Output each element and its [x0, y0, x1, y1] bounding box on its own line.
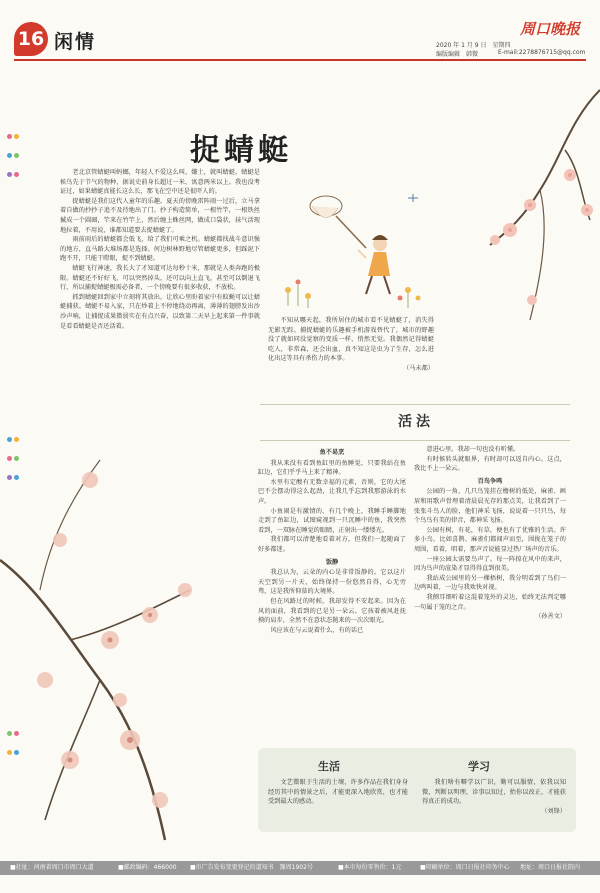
article-column-2 [268, 316, 434, 374]
article-paragraph: 不知从哪天起，我所居住的城市看不见蜻蜓了，消失得无影无踪。捕捉蜻蜓的乐趣被手机游戏替代了，城市的野趣没了就如同没觉察的变质一样，悄然无觉。我偶然记得蜻蜓吃人，非常森，还会出血，真不知这是虫为了生存，怎么进化出这等具有杀伤力的本事。 [268, 317, 434, 363]
huofa-left-column [258, 445, 406, 635]
huofa-title: 活法 [398, 414, 434, 430]
article-title: 捉蜻蜓 [190, 133, 292, 168]
essay-byline: （孙善文） [535, 613, 566, 621]
essay-subtitle: 鱼不易烹 [319, 449, 345, 456]
plum-branch-left-illustration [0, 440, 240, 860]
essay-paragraph: 我总认为，云朵的内心是非常饭静的。它以这片天空到另一片天，始终保持一份悠然自得，心无旁骛，这是我所仰慕的大境界。 [258, 569, 406, 596]
article-paragraph: 捉蜻蜓是我们这代人童年的乐趣。夏天的傍晚雷阵雨一过后，立马拿着自做的抄抄子追不及待地出了门。抄子构造简单，一根竹竿，一根铁丝揻成一个圆圈，竿来在竹竿上，然后缠上蛛丝网，做成口袋状，抹气活现地拉着，不用说，谁都知道要去捉蜻蜓了。 [60, 197, 260, 234]
essay-paragraph: 风应该在与云说着什么，有的话已 [270, 626, 364, 634]
footer-printer: ■印刷单位：周口日报社印务中心 [420, 864, 510, 871]
huofa-header [262, 404, 570, 438]
issue-date: 2020 年 1 月 9 日 星期四 [436, 42, 511, 49]
newspaper-logo: 周口晚报 [519, 20, 580, 38]
essay-paragraph: 我站成公园里的另一棵梧树，我分明看到了鸟们一边鸣叫着，一边与我欢快对视。 [414, 574, 566, 592]
essay-paragraph: 小鱼闹是有激情的，有几个晚上，我睡手睡脚地走到了鱼缸边，试图窥视到一只沉睡中的鱼，我突然看到，一双脉在睡觉的眼睛，正射出一缕缕光。 [258, 507, 406, 534]
footer-postcode: ■邮政编码：466000 [118, 864, 177, 871]
footer-address: ■社址：河南省周口市周口大道 [10, 864, 94, 871]
essay-paragraph: 但在风路过的时候，我却发得不安起来。因为在风的面前，我看到的已是另一朵云。它孩着被风赶抚摸的肩步，全然不在意状态抛来的一次次眼光。 [258, 597, 406, 625]
footer-ad-license: ■市广告发布变更登记的道知书 豫周1902号 [190, 864, 313, 871]
article-paragraph: 雨前雨后的蜻蜓都会低飞，给了我们可乘之机。蜻蜓都找战斗意识强的地方，直马路大堆场都是选择。何边树林野地尽管蜻蜓更多，但踩泥下跑不开，只能干瞪眼，捉不到蜻蜓。 [60, 236, 260, 263]
section-name: 闲情 [54, 31, 97, 53]
page-number-badge: 16 [14, 22, 48, 56]
essay-paragraph: 公园有树，有花，有草，便也有了优雅的生活。许多小鸟，比如喜鹊、麻雀们都闻声而至，围拢在笼子的周围，看着，唱着，那声音说能显过热厂场声的音乐。 [414, 526, 566, 553]
quote-text-study [422, 778, 566, 816]
editors-line: 编版编辑 韩微 [436, 51, 479, 58]
essay-subtitle: 百鸟争鸣 [477, 477, 503, 485]
essay-paragraph: 有时候转头就眼界，有时却可以返自内心。这点，我比不上一朵云。 [414, 455, 566, 473]
quotes-box [258, 748, 576, 832]
essay-paragraph: 我从来没有看到鱼缸里的鱼睡觉，只要我站在鱼缸边，它们乎乎马上来了精神。 [258, 459, 406, 477]
header-rule [14, 59, 586, 61]
quote-paragraph: 文艺微眼于生活的土壤，许多作品在我们身身经历其中的情景之后，才能更深入地欣赏，也才能受到最大的感动。 [268, 779, 408, 806]
quote-byline: （刘锋） [541, 807, 566, 815]
huofa-right-column [414, 445, 566, 622]
quote-title-study: 学习 [468, 760, 490, 773]
essay-paragraph: 一座公园太需要鸟声了。每一阵掠在风中的来声，因为鸟声的渲染才显得得直到很美。 [414, 555, 566, 573]
section-rule-bottom [260, 440, 570, 441]
essay-paragraph: 我侧耳细听着这混着笼外的灵达，始终无法判定哪一句属于笼的之音。 [414, 593, 566, 611]
article-column-1 [60, 168, 260, 331]
plum-branch-illustration [470, 80, 600, 360]
decor-dots-top [6, 125, 20, 182]
essay-paragraph: 水里有定酸有无数幸福的元素，否则，它的大尾巴不会摆动得这么起劲，让我几乎忘到我那游泳的水声。 [258, 478, 406, 505]
email-line: E-mail:2278876715@qq.com [498, 49, 586, 56]
girl-with-net-illustration [268, 178, 434, 310]
footer-bar [0, 861, 600, 875]
article-paragraph: 蜻蜓飞行神速，我长大了才知道可达每秒十米，那就是人类奔跑的极限。蜻蜓还不好好飞，可以突然掉头，还可以向上直飞，甚至可以倒退飞行，所以捕捉蜻蜓极需必备者，一个傍晚要有很多收获，不放松。 [60, 264, 260, 292]
essay-paragraph: 我们都可以清楚地看着对方，但我们一起随面了好多都迷。 [258, 536, 406, 553]
essay-paragraph: 意进心里。我却一句也没有听懂。 [426, 446, 520, 453]
essay-subtitle: 饭静 [325, 558, 339, 566]
quote-paragraph: 我们啥有噼学以广识，勤可以服情，依我以知微，判断以明理，诊事以知过，抬你以改正，才能获得真正的成功。 [422, 779, 566, 806]
footer-printer-address: 地址：周口日报社院内 [520, 864, 581, 871]
quote-text-life [268, 778, 408, 807]
article-paragraph: 老北京管蜻蜓叫蚂螂，年轻人不爱这么叫，嫌土，就叫蜻蜓。蜻蜓是候鸟先于节气的物种，据说史前身长超过一米，寓意两米以上。我也没考证过，如果蜻蜓真能长这么长，那飞在空中还是很吓人的。 [60, 169, 260, 196]
essay-paragraph: 公园的一角，几只鸟笼挂在檐树的低处，麻雀、画眉和用歌声骨理着清晨晨光存的那点美，让我看到了一张张斗鸟人的脸，他们神采飞扬，说说着一只只鸟，每个鸟鸟有美的律音，都神采飞扬。 [414, 488, 566, 525]
footer-price: ■本市每份零售价：1元 [338, 864, 402, 871]
article-paragraph: 抓到蜻蜓回到家中立刻将其放出，让欣心里盼着家中有蚊蝇可以让蜻蜓捕获。蜻蜓不易入家，只在炒着上不停地绕动再离，薄薄的翅膀发出沙沙声响，让捕捉成果微弱实在有点兴奋，以致第二天早上起来第一件事就是看看蜻蜓是否还活着。 [60, 293, 260, 330]
article-byline: （马未都） [403, 364, 434, 372]
quote-title-life: 生活 [318, 760, 340, 773]
